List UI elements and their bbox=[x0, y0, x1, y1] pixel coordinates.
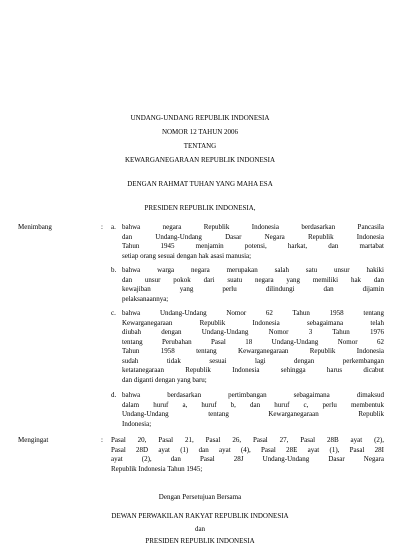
menimbang-marker-b: b. bbox=[111, 266, 117, 274]
text-line: Indonesia; bbox=[122, 419, 152, 428]
menimbang-item-d bbox=[122, 391, 384, 429]
text-line: dan Undang-Undang Dasar Negara Republik Indonesia bbox=[122, 232, 384, 241]
president-heading: PRESIDEN REPUBLIK INDONESIA, bbox=[144, 204, 256, 212]
text-line: bahwa negara Republik Indonesia berdasarkan Pancasila bbox=[122, 223, 384, 231]
menimbang-label: Menimbang bbox=[18, 223, 52, 231]
menimbang-marker-a: a. bbox=[111, 223, 116, 231]
law-title: UNDANG-UNDANG REPUBLIK INDONESIA bbox=[130, 114, 270, 122]
text-line: bahwa Undang-Undang Nomor 62 Tahun 1958 tentang bbox=[122, 309, 384, 317]
menimbang-marker-d: d. bbox=[111, 391, 117, 399]
text-line: dalam huruf a, huruf b, dan huruf c, perlu membentuk bbox=[122, 400, 384, 409]
menimbang-item-a bbox=[122, 223, 384, 261]
text-line: dan diganti dengan yang baru; bbox=[122, 375, 207, 384]
text-line: Undang-Undang tentang Kewarganegaraan Republik bbox=[122, 410, 384, 418]
text-line: bahwa berdasarkan pertimbangan sebagaimana dimaksud bbox=[122, 391, 384, 399]
text-line: Tahun 1958 tentang Kewarganegaraan Republik Indonesia bbox=[122, 347, 384, 355]
text-line: Tahun 1945 menjamin potensi, harkat, dan martabat bbox=[122, 242, 384, 250]
text-line: ayat (2), dan Pasal 28J Undang-Undang Dasar Negara bbox=[111, 455, 384, 463]
dan-connector: dan bbox=[194, 525, 206, 533]
president-footer: PRESIDEN REPUBLIK INDONESIA bbox=[145, 537, 255, 545]
dpr-heading: DEWAN PERWAKILAN RAKYAT REPUBLIK INDONESIA bbox=[111, 512, 289, 520]
law-subject: KEWARGANEGARAAN REPUBLIK INDONESIA bbox=[124, 156, 276, 164]
menimbang-colon: : bbox=[101, 223, 103, 231]
mengingat-label: Mengingat bbox=[18, 436, 49, 444]
text-line: Pasal 20, Pasal 21, Pasal 26, Pasal 27, Pasal 28B ayat (2), bbox=[111, 436, 384, 444]
text-line: Republik Indonesia Tahun 1945; bbox=[111, 464, 203, 473]
text-line: tentang Perubahan Pasal 18 Undang-Undang Nomor 62 bbox=[122, 337, 384, 346]
text-line: Kewarganegaraan Republik Indonesia sebagaimana telah bbox=[122, 318, 384, 327]
law-number: NOMOR 12 TAHUN 2006 bbox=[161, 128, 239, 136]
text-line: pelaksanaannya; bbox=[122, 294, 169, 303]
text-line: Pasal 28D ayat (1) dan ayat (4), Pasal 28E ayat (1), Pasal 28I bbox=[111, 445, 384, 454]
text-line: sudah tidak sesuai lagi dengan perkembangan bbox=[122, 356, 384, 365]
mengingat-text bbox=[111, 436, 384, 474]
text-line: ketatanegaraan Republik Indonesia sehingga harus dicabut bbox=[122, 366, 384, 374]
text-line: kewajiban yang perlu dilindungi dan dijamin bbox=[122, 285, 384, 293]
preamble-rahmat: DENGAN RAHMAT TUHAN YANG MAHA ESA bbox=[127, 180, 273, 188]
text-line: bahwa warga negara merupakan salah satu unsur hakiki bbox=[122, 266, 384, 274]
menimbang-item-c bbox=[122, 309, 384, 385]
menimbang-marker-c: c. bbox=[111, 309, 116, 317]
text-line: setiap orang sesuai dengan hak asasi manusia; bbox=[122, 251, 252, 260]
menimbang-item-b bbox=[122, 266, 384, 304]
text-line: diubah dengan Undang-Undang Nomor 3 Tahun 1976 bbox=[122, 328, 384, 336]
law-tentang: TENTANG bbox=[183, 142, 217, 150]
persetujuan-heading: Dengan Persetujuan Bersama bbox=[158, 493, 242, 501]
text-line: dan unsur pokok dari suatu negara yang memiliki hak dan bbox=[122, 275, 384, 284]
mengingat-colon: : bbox=[101, 436, 103, 444]
